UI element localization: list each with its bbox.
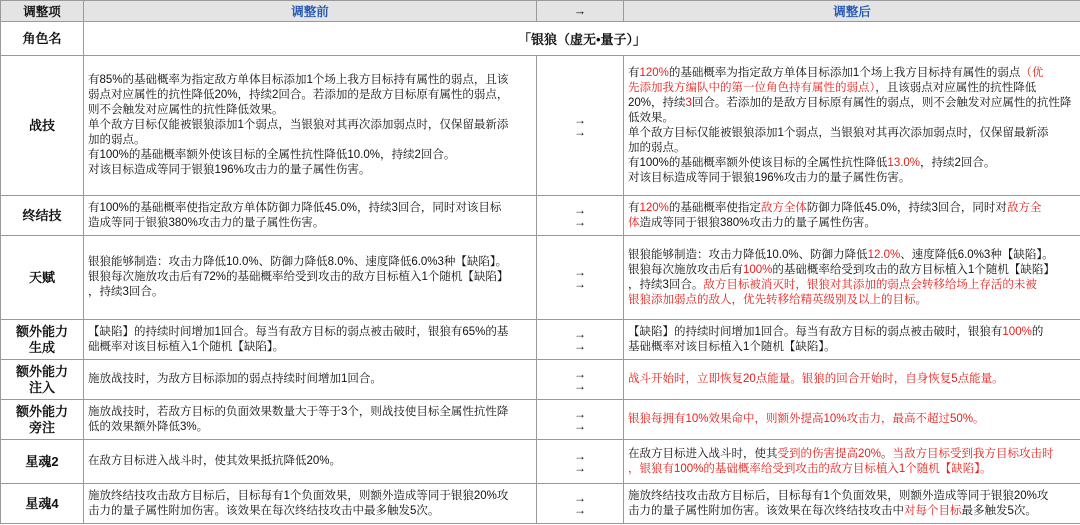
after-line [628,447,1074,462]
unchanged-text: 在敌方目标进入战斗时，使其 [628,447,778,460]
row-label [1,360,84,400]
arrow-icon: → [574,366,586,381]
arrow-cell [537,484,624,524]
arrow-icon: → [574,490,586,505]
changed-text: 120% [639,201,669,214]
before-description [84,440,537,484]
unchanged-text: 的基础概率给受到攻击的敌方目标植入1个随机【缺陷】 [772,263,1055,276]
before-description [84,400,537,440]
changed-text: 银狼添加弱点的敌人，优先转移给精英级别及以上的目标。 [628,293,927,306]
arrow-icon: → [574,202,586,217]
after-line [628,96,1074,126]
row-label [1,484,84,524]
arrow-icon: → [574,338,586,353]
changed-text: 13.0% [887,156,921,169]
arrow-icon: → [574,326,586,341]
unchanged-text: ，且该弱点对应属性的抗性降低 [875,81,1037,94]
before-line: 银狼能够制造：攻击力降低10.0%、防御力降低8.0%、速度降低6.0%3种【缺陷】。 [88,256,508,268]
row-label-line: 星魂4 [25,495,59,511]
adjustment-row [1,400,1080,440]
before-line: ，持续3回合。 [88,286,164,298]
after-line [628,216,1074,231]
changed-text: 体 [628,216,640,229]
after-line [628,462,1074,477]
unchanged-text: 最多触发5次。 [961,504,1037,517]
unchanged-text: 。 [881,447,893,460]
header-after: 调整后 [624,1,1080,22]
changed-text: 对每个目标 [904,504,962,517]
row-label-line: 额外能力 [15,323,68,339]
after-line [628,372,1074,387]
before-description [84,484,537,524]
header-row [1,1,1080,22]
row-label-line: 终结技 [22,207,62,223]
before-line: 施放终结技攻击敌方目标后，目标每有1个负面效果，则额外造成等同于银狼20%攻 [88,489,509,502]
before-description [84,196,537,236]
before-line: 造成等同于银狼380%攻击力的量子属性伤害。 [88,216,325,229]
unchanged-text: 银狼能够制造：攻击力降低10.0%、防御力降低 [628,248,868,261]
arrow-icon: → [574,378,586,393]
arrow-cell [537,196,624,236]
character-name: 「银狼（虚无•量子）」 [84,22,1080,56]
after-line [628,293,1074,308]
after-description [624,320,1080,360]
arrow-cell [537,320,624,360]
adjustment-row [1,360,1080,400]
changed-text: 当敌方目标受到我方目标攻击时 [892,447,1054,460]
before-line: 低的效果额外降低3%。 [88,420,209,433]
adjustment-row [1,196,1080,236]
header-arrow: → [537,1,624,22]
arrow-icon: → [574,460,586,475]
before-line: 则不会触发对应属性的抗性降低效果。 [88,104,284,116]
after-line [628,340,1074,355]
changed-text: 受到的伤害提高20% [777,447,882,460]
adjustment-row [1,440,1080,484]
arrow-icon: → [574,406,586,421]
after-line [628,263,1074,278]
header-before: 调整前 [84,1,537,22]
row-label-line: 天赋 [28,269,55,285]
unchanged-text: 的 [1031,325,1044,338]
arrow-cell [537,440,624,484]
after-line [628,156,1074,171]
unchanged-text: 有 [628,66,640,79]
row-label [1,236,84,320]
row-label [1,56,84,196]
after-description [624,440,1080,484]
arrow-icon: → [574,124,586,139]
unchanged-text: 单个敌方目标仅能被银狼添加1个弱点，当银狼对其再次添加弱点时，仅保留最新添 [628,126,1049,139]
row-label [1,196,84,236]
arrow-icon: → [574,214,586,229]
unchanged-text: 对该目标造成等同于银狼196%攻击力的量子属性伤害。 [628,171,911,184]
unchanged-text: 、速度降低6.0%3种【缺陷】。 [900,248,1054,261]
unchanged-text: 回合。若添加的是敌方目标原有属性的弱点，则不会触发对应属性的抗性降低效果。 [628,96,1072,124]
before-line: 础概率对该目标植入1个随机【缺陷】。 [88,340,285,353]
changed-text: 12.0% [867,248,901,261]
row-label-line: 生成 [28,339,55,355]
before-line: 有100%的基础概率使指定敌方单体防御力降低45.0%，持续3回合，同时对该目标 [88,201,502,214]
row-label-line: 星魂2 [25,453,59,469]
before-description [84,360,537,400]
changed-text: 先添加我方编队中的第一位角色持有属性的弱点） [628,81,876,94]
changed-text: ，银狼有100%的基础概率给受到攻击的敌方目标植入1个随机【缺陷】。 [628,462,992,475]
before-description [84,56,537,196]
after-line [628,66,1074,81]
changed-text: 120% [639,66,669,79]
after-description [624,484,1080,524]
unchanged-text: 有100%的基础概率额外使该目标的全属性抗性降低 [628,156,888,169]
after-line [628,81,1074,96]
after-line [628,412,1074,427]
adjustment-row [1,236,1080,320]
before-line: 在敌方目标进入战斗时，使其效果抵抗降低20%。 [88,455,342,467]
changed-text: （优 [1020,66,1044,79]
unchanged-text: 施放终结技攻击敌方目标后，目标每有1个负面效果，则额外造成等同于银狼20%攻 [628,489,1049,502]
changed-text: 银狼每拥有10%效果命中，则额外提高10%攻击力，最高不超过50%。 [628,413,985,425]
after-line [628,489,1074,504]
row-label [1,320,84,360]
arrow-icon: → [574,418,586,433]
before-line: 银狼每次施放攻击后有72%的基础概率给受到攻击的敌方目标植入1个随机【缺陷】 [88,271,509,283]
adjustment-row [1,56,1080,196]
changed-text: 敌方全体 [760,201,807,214]
row-label-line: 额外能力 [15,403,68,419]
before-line: 对该目标造成等同于银狼196%攻击力的量子属性伤害。 [88,164,371,176]
after-description [624,360,1080,400]
unchanged-text: 的基础概率使指定 [668,201,761,214]
changed-text: 100% [1002,325,1032,338]
arrow-icon: → [574,502,586,517]
unchanged-text: 的基础概率为指定敌方单体目标添加1个场上我方目标持有属性的弱点 [668,66,1021,79]
unchanged-text: 【缺陷】的持续时间增加1回合。每当有敌方目标的弱点被击破时，银狼有 [628,325,1003,338]
before-description [84,236,537,320]
after-line [628,278,1074,293]
row-label-line: 额外能力 [15,363,68,379]
before-line: 【缺陷】的持续时间增加1回合。每当有敌方目标的弱点被击破时，银狼有65%的基 [88,325,509,338]
arrow-icon: → [574,276,586,291]
after-line [628,126,1074,141]
arrow-icon: → [574,264,586,279]
changed-text: 3 [685,96,692,109]
before-line: 加的弱点。 [88,134,146,146]
arrow-cell [537,56,624,196]
unchanged-text: 有 [628,201,640,214]
after-line [628,201,1074,216]
unchanged-text: 加的弱点。 [628,141,686,154]
changed-text: 敌方全 [1006,201,1042,214]
unchanged-text: ，持续3回合。 [628,278,704,291]
arrow-cell [537,400,624,440]
unchanged-text: 防御力降低45.0%，持续3回合，同时对 [806,201,1007,214]
after-description [624,196,1080,236]
before-line: 有85%的基础概率为指定敌方单体目标添加1个场上我方目标持有属性的弱点，且该 [88,74,509,86]
unchanged-text: 击力的量子属性附加伤害。该效果在每次终结技攻击中 [628,504,904,517]
after-description [624,236,1080,320]
before-line: 施放战技时，为敌方目标添加的弱点持续时间增加1回合。 [88,373,382,385]
after-line [628,248,1074,263]
before-line: 弱点对应属性的抗性降低20%，持续2回合。若添加的是敌方目标原有属性的弱点， [88,89,509,101]
row-label-line: 注入 [28,379,55,395]
after-line [628,325,1074,340]
changed-text: 100% [743,263,773,276]
unchanged-text: 银狼每次施放攻击后有 [628,263,743,276]
role-label: 角色名 [1,22,84,56]
before-description [84,320,537,360]
unchanged-text: 基础概率对该目标植入1个随机【缺陷】。 [628,340,836,353]
before-line: 击力的量子属性附加伤害。该效果在每次终结技攻击中最多触发5次。 [88,504,440,517]
changed-text: 敌方目标被消灭时，银狼对其添加的弱点会转移给场上存活的未被 [703,278,1037,291]
after-description [624,56,1080,196]
row-label-line: 战技 [28,117,55,133]
header-item: 调整项 [1,1,84,22]
row-label [1,440,84,484]
arrow-cell [537,236,624,320]
after-line [628,171,1074,186]
row-label [1,400,84,440]
before-line: 单个敌方目标仅能被银狼添加1个弱点，当银狼对其再次添加弱点时，仅保留最新添 [88,119,509,131]
adjustment-row [1,484,1080,524]
arrow-icon: → [574,448,586,463]
before-line: 施放战技时，若敌方目标的负面效果数量大于等于3个，则战技使目标全属性抗性降 [88,405,509,418]
unchanged-text: 造成等同于银狼380%攻击力的量子属性伤害。 [639,216,876,229]
unchanged-text: ，持续2回合。 [920,156,996,169]
row-label-line: 旁注 [28,419,55,435]
before-line: 有100%的基础概率额外使该目标的全属性抗性降低10.0%，持续2回合。 [88,149,456,161]
after-line [628,504,1074,519]
arrow-icon: → [574,112,586,127]
adjustment-row [1,320,1080,360]
after-description [624,400,1080,440]
role-row [1,22,1080,56]
arrow-cell [537,360,624,400]
changed-text: 战斗开始时，立即恢复20点能量。银狼的回合开始时，自身恢复5点能量。 [628,373,1004,385]
after-line [628,141,1074,156]
unchanged-text: 20%，持续 [628,96,686,109]
